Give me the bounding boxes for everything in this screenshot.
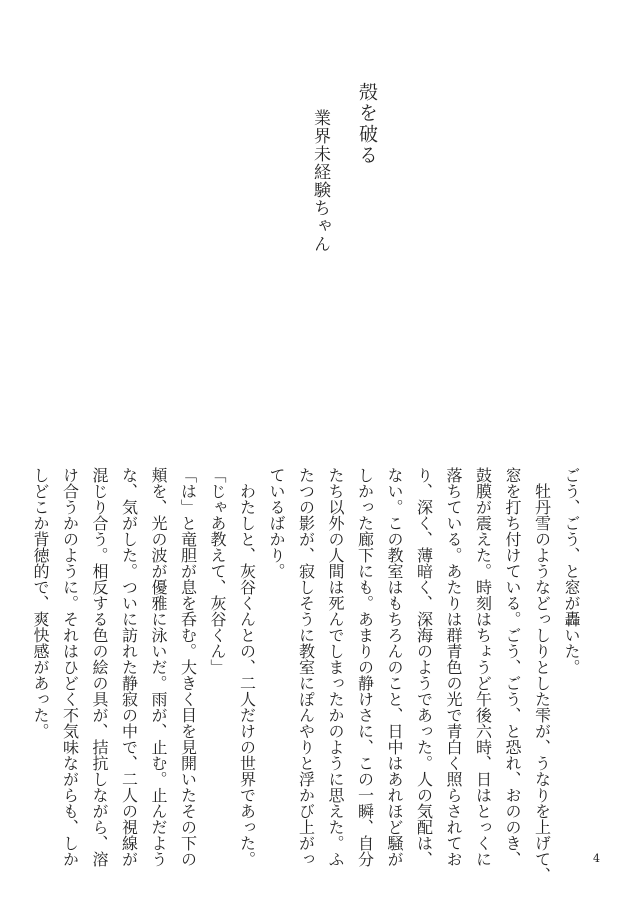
body-line: 牡丹雪のようなどっしりとした雫が、うなりを上げて、 bbox=[532, 483, 552, 883]
body-line: ているばかり。 bbox=[267, 467, 286, 579]
body-line: しどこか背徳的で、爽快感があった。 bbox=[31, 467, 50, 739]
body-line: たつの影が、寂しそうに教室にぽんやりと浮かび上がっ bbox=[296, 467, 316, 867]
body-line: け合うかのように。それはひどく不気味ながらも、しか bbox=[60, 467, 80, 867]
body-line: たち以外の人間は死んでしまったかのように思えた。ふ bbox=[326, 467, 345, 867]
story-title: 殻を破る bbox=[356, 82, 378, 166]
author-name: 業界未経験ちゃん bbox=[310, 109, 330, 253]
body-line: わたしと、灰谷くんとの、二人だけの世界であった。 bbox=[237, 483, 257, 867]
body-line: 窓を打ち付けている。ごう、ごう、と恐れ、おののき、 bbox=[503, 467, 522, 867]
body-line: 鼓膜が震えた。時刻はちょうど午後六時、日はとっくに bbox=[473, 467, 493, 867]
body-line: ない。この教室はもちろんのこと、日中はあれほど騒が bbox=[385, 467, 404, 867]
body-line: な、気がした。ついに訪れた静寂の中で、二人の視線が bbox=[119, 467, 139, 867]
body-line: 落ちている。あたりは群青色の光で青白く照らされてお bbox=[444, 467, 463, 867]
body-line: 混じり合う。相反する色の絵の具が、拮抗しながら、溶 bbox=[90, 467, 109, 867]
page-number: 4 bbox=[593, 852, 600, 865]
body-line: 頬を、光の波が優雅に泳いだ。雨が、止む。止んだよう bbox=[149, 467, 168, 867]
body-line: り、深く、薄暗く、深海のようであった。人の気配は、 bbox=[414, 467, 434, 867]
body-line: 「は」と竜胆が息を呑む。大きく目を見開いたその下の bbox=[178, 467, 198, 867]
body-text bbox=[26, 467, 587, 887]
body-line: ごう、ごう、と窓が轟いた。 bbox=[562, 467, 581, 675]
body-line: 「じゃあ教えて、灰谷くん」 bbox=[208, 467, 227, 675]
body-line: しかった廊下にも。あまりの静けさに、この一瞬、自分 bbox=[355, 467, 375, 867]
